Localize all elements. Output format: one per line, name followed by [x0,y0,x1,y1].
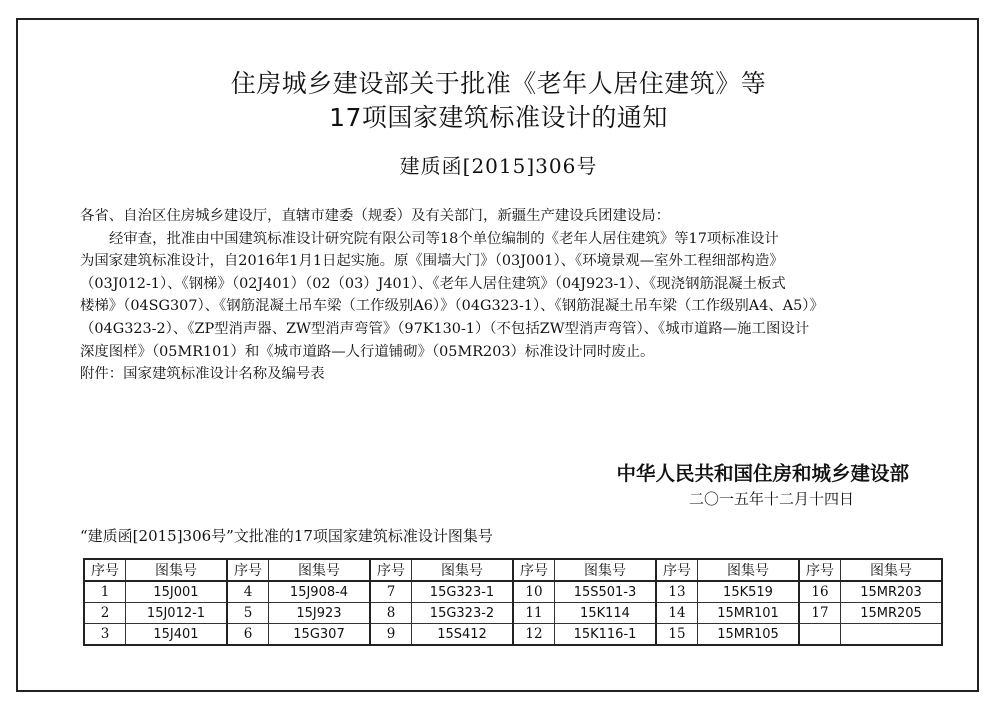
body-line: （03J012-1）、《钢梯》（02J401）（02（03）J401）、《老年人居住建筑》（04J923-1）、《现浇钢筋混凝土板式 [80,275,786,292]
attachment-line: 附件：国家建筑标准设计名称及编号表 [80,366,325,383]
header-no: 序号 [84,559,126,581]
atlas-number-table [83,558,943,646]
body-line: 深度图样》（05MR101）和《城市道路—人行道铺砌》（05MR203）标准设计同时废止。 [80,343,655,360]
cell-code: 15J001 [126,581,228,603]
table-caption: “建质函[2015]306号”文批准的17项国家建筑标准设计图集号 [80,527,493,545]
header-code: 图集号 [555,559,657,581]
cell-no: 5 [227,603,269,624]
cell-no: 15 [656,624,698,646]
table-row [84,581,942,603]
notice-title-line-2: 17项国家建筑标准设计的通知 [329,103,668,132]
cell-no: 17 [799,603,841,624]
body-line: 经审查，批准由中国建筑标准设计研究院有限公司等18个单位编制的《老年人居住建筑》等17项标准设计 [109,230,779,247]
cell-no [799,624,841,646]
cell-code: 15J908-4 [269,581,371,603]
table-header-row [84,559,942,581]
cell-code: 15MR105 [698,624,800,646]
cell-no: 14 [656,603,698,624]
table-row [84,624,942,646]
cell-no: 6 [227,624,269,646]
cell-no: 8 [370,603,412,624]
cell-code: 15J012-1 [126,603,228,624]
cell-code: 15K114 [555,603,657,624]
cell-no: 11 [513,603,555,624]
header-no: 序号 [799,559,841,581]
cell-no: 12 [513,624,555,646]
cell-code: 15S501-3 [555,581,657,603]
cell-no: 3 [84,624,126,646]
addressee-line: 各省、自治区住房城乡建设厅，直辖市建委（规委）及有关部门，新疆生产建设兵团建设局： [80,208,671,224]
header-no: 序号 [227,559,269,581]
issue-date: 二〇一五年十二月十四日 [688,490,854,508]
header-code: 图集号 [126,559,228,581]
header-no: 序号 [513,559,555,581]
header-no: 序号 [656,559,698,581]
cell-code: 15MR205 [841,603,943,624]
header-code: 图集号 [841,559,943,581]
cell-code: 15MR203 [841,581,943,603]
table-row [84,603,942,624]
cell-code: 15MR101 [698,603,800,624]
cell-no: 1 [84,581,126,603]
cell-no: 7 [370,581,412,603]
cell-no: 9 [370,624,412,646]
notice-title-line-1: 住房城乡建设部关于批准《老年人居住建筑》等 [230,69,767,98]
cell-code [841,624,943,646]
body-line: 楼梯》（04SG307）、《钢筋混凝土吊车梁（工作级别A6）》（04G323-1）、《钢筋混凝土吊车梁（工作级别A4、A5）》 [80,298,824,315]
body-line: （04G323-2）、《ZP型消声器、ZW型消声弯管》（97K130-1）（不包括ZW型消声弯管）、《城市道路—施工图设计 [80,320,810,337]
cell-no: 4 [227,581,269,603]
cell-code: 15G307 [269,624,371,646]
cell-code: 15K116-1 [555,624,657,646]
cell-no: 13 [656,581,698,603]
header-code: 图集号 [698,559,800,581]
cell-code: 15G323-1 [412,581,514,603]
cell-code: 15J401 [126,624,228,646]
issuing-authority: 中华人民共和国住房和城乡建设部 [616,462,909,485]
header-code: 图集号 [412,559,514,581]
header-no: 序号 [370,559,412,581]
cell-no: 2 [84,603,126,624]
document-number: 建质函[2015]306号 [399,154,598,178]
cell-code: 15G323-2 [412,603,514,624]
body-line: 为国家建筑标准设计，自2016年1月1日起实施。原《围墙大门》（03J001）、《环境景观—室外工程细部构造》 [80,253,784,270]
cell-code: 15K519 [698,581,800,603]
cell-no: 10 [513,581,555,603]
header-code: 图集号 [269,559,371,581]
notice-body [80,205,922,386]
cell-code: 15J923 [269,603,371,624]
cell-no: 16 [799,581,841,603]
cell-code: 15S412 [412,624,514,646]
